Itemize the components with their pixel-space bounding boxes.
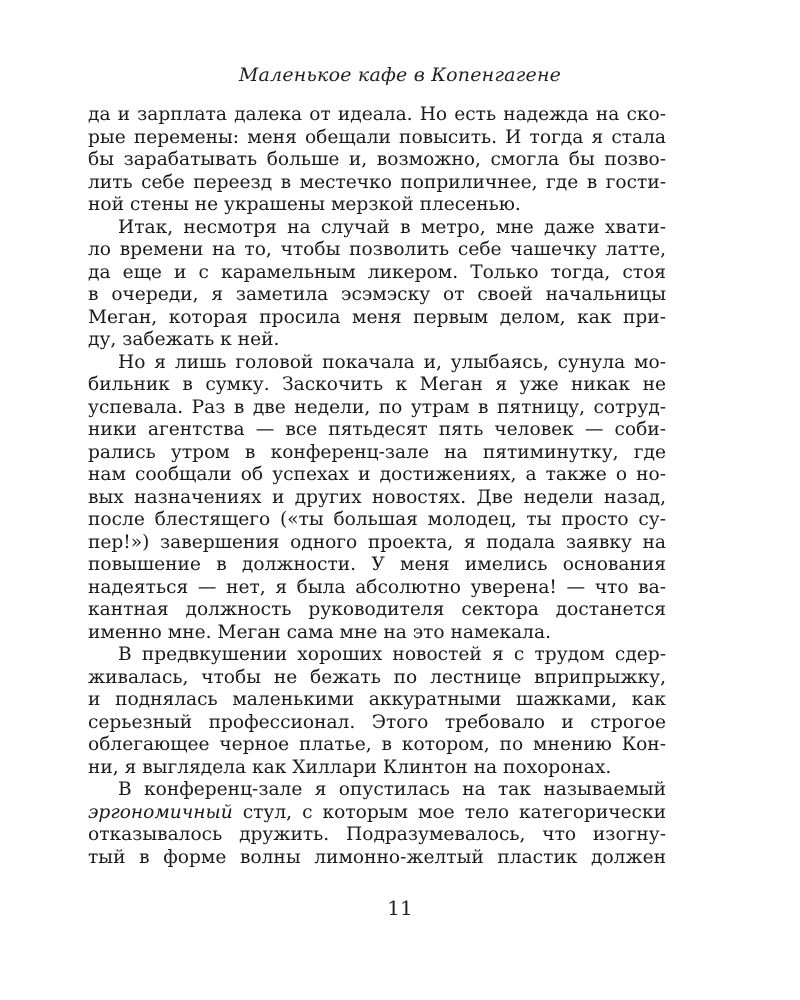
text-line: ни, я выглядела как Хиллари Клинтон на похоронах. — [88, 756, 612, 778]
text-line: лить себе переезд в местечко поприличнее, где в гости- — [88, 171, 666, 193]
text-line: рые перемены: меня обещали повысить. И тогда я стала — [88, 126, 666, 148]
text-line: серьезный профессионал. Этого требовало и строгое — [88, 711, 666, 733]
paragraph-first-line: Итак, несмотря на случай в метро, мне даже хвати- — [118, 216, 666, 238]
text-line-with-emphasis — [88, 802, 666, 825]
text-line: да и зарплата далека от идеала. Но есть надежда на ско- — [88, 104, 666, 125]
text-line: надеяться — нет, я была абсолютно уверена! — что ва- — [88, 576, 666, 598]
text-line: да еще и с карамельным ликером. Только тогда, стоя — [88, 261, 666, 283]
text-line: именно мне. Меган сама мне на это намекала. — [88, 621, 551, 643]
text-line: ло времени на то, чтобы позволить себе чашечку латте, — [88, 239, 666, 260]
paragraph-first-line: Но я лишь головой покачала и, улыбаясь, сунула мо- — [118, 351, 666, 373]
text-line: рались утром в конференц-зале на пятиминутку, где — [88, 441, 666, 463]
paragraph-first-line: В предвкушении хороших новостей я с трудом сдер- — [118, 644, 666, 665]
text-line: ду, забежать к ней. — [88, 329, 280, 350]
text-line: успевала. Раз в две недели, по утрам в пятницу, сотруд- — [88, 396, 666, 418]
text-line: вых назначениях и других новостях. Две недели назад, — [88, 486, 666, 508]
page-number: 11 — [387, 896, 413, 920]
paragraph-first-line: В конференц-зале я опустилась на так называемый — [118, 779, 666, 800]
text-line: живалась, чтобы не бежать по лестнице вприпрыжку, — [88, 666, 666, 688]
text-line: повышение в должности. У меня имелись основания — [88, 554, 666, 575]
text-line: в очереди, я заметила эсэмэску от своей начальницы — [88, 284, 666, 305]
text-line: нам сообщали об успехах и достижениях, а также о но- — [88, 464, 666, 485]
text-line: Меган, которая просила меня первым делом, как при- — [88, 306, 666, 328]
text-line: облегающее черное платье, в котором, по мнению Кон- — [88, 734, 666, 755]
text-line: тый в форме волны лимонно-желтый пластик должен — [88, 846, 666, 868]
text-line: бильник в сумку. Заскочить к Меган я уже никак не — [88, 374, 666, 395]
text-line: отказывалось дружить. Подразумевалось, что изогну- — [88, 824, 666, 845]
body-text — [88, 104, 666, 869]
running-head: Маленькое кафе в Копенгагене — [238, 64, 562, 86]
text-line: после блестящего («ты большая молодец, ты просто су- — [88, 509, 666, 530]
emphasized-word: эргономичный — [88, 801, 233, 823]
text-line-rest: стул, с которым мое тело категорически — [242, 801, 666, 823]
text-line: и поднялась маленькими аккуратными шажками, как — [88, 689, 666, 710]
text-line: пер!») завершения одного проекта, я подала заявку на — [88, 531, 666, 553]
text-line: бы зарабатывать больше и, возможно, смогла бы позво- — [88, 149, 666, 170]
text-line: ной стены не украшены мерзкой плесенью. — [88, 194, 521, 215]
text-line: ники агентства — все пятьдесят пять человек — соби- — [88, 419, 666, 440]
text-line: кантная должность руководителя сектора достанется — [88, 599, 666, 620]
